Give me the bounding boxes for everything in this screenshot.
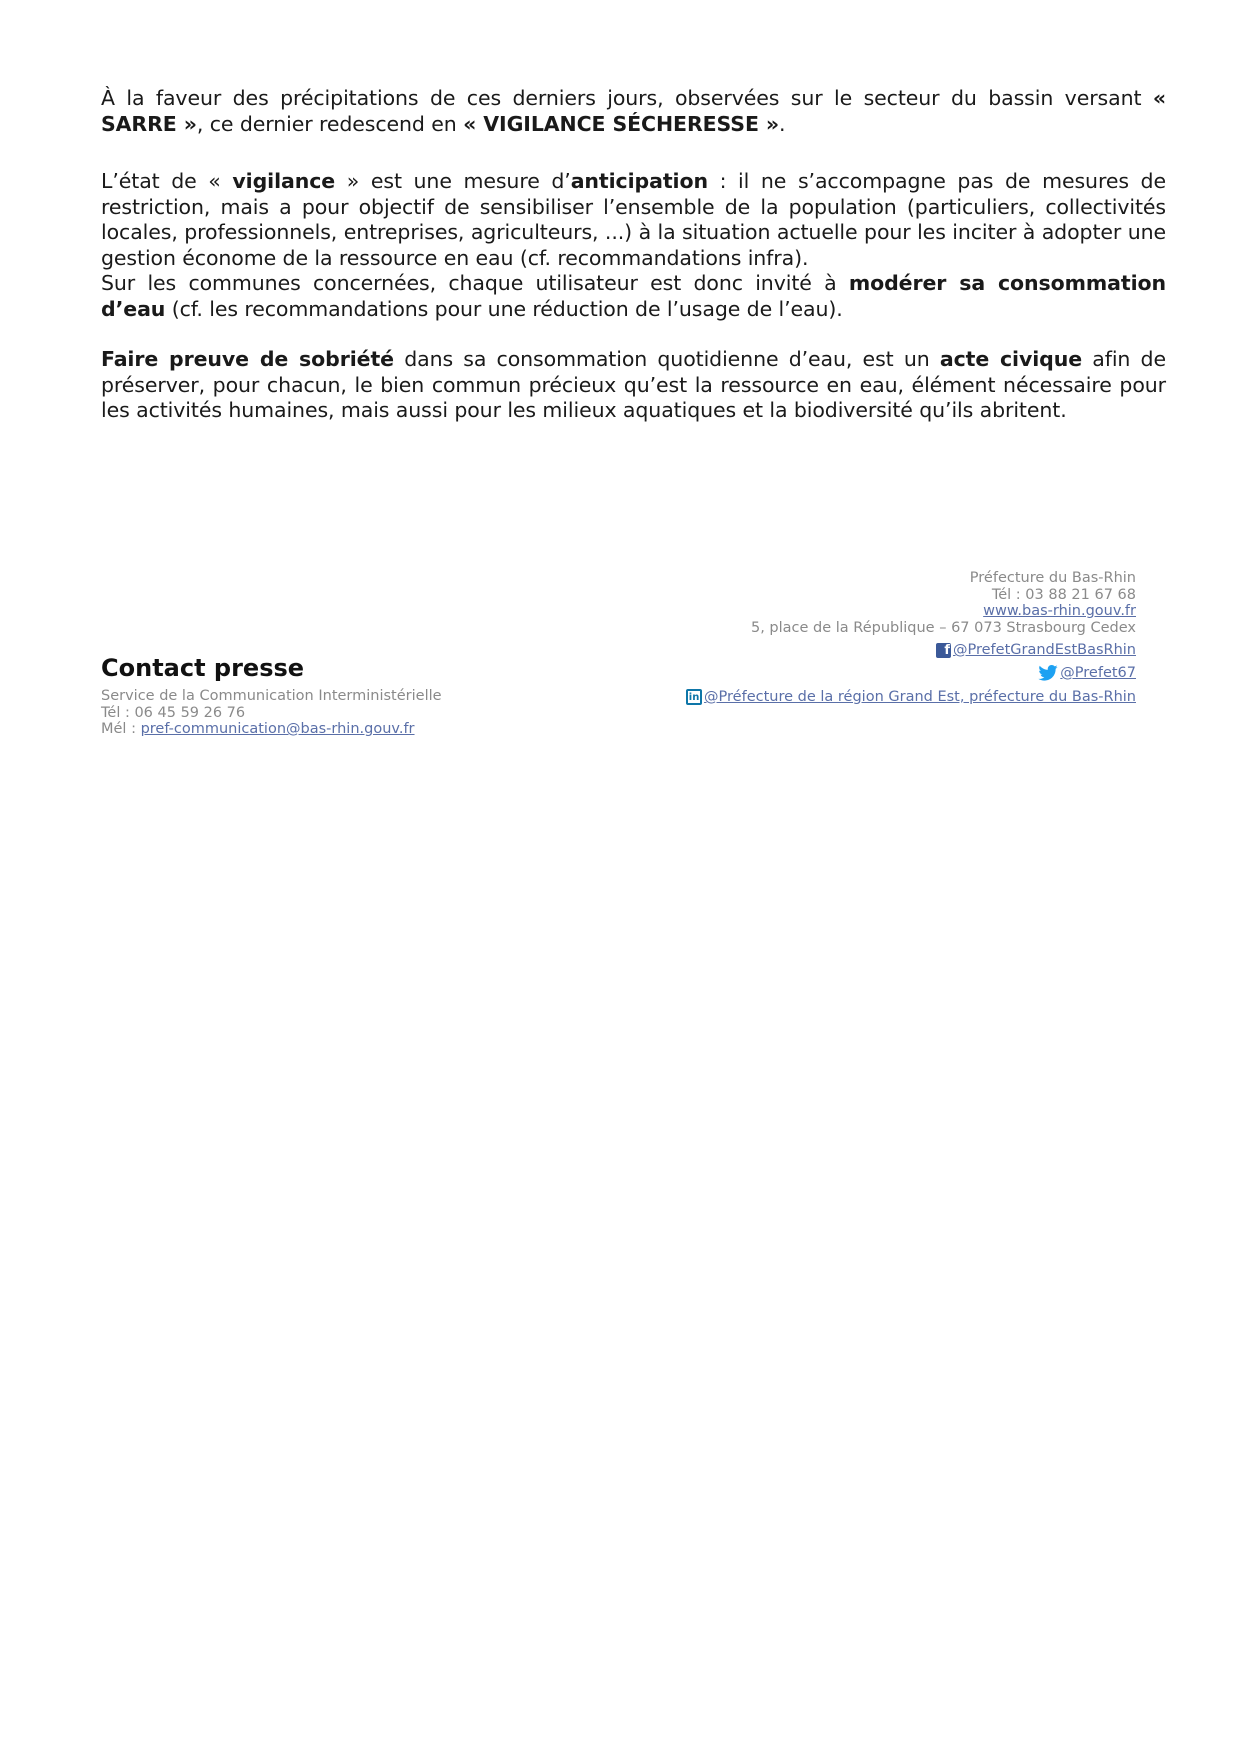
p2-text-4: Sur les communes concernées, chaque utilisateur est donc invité à — [101, 271, 849, 295]
linkedin-icon[interactable]: in — [686, 689, 702, 705]
prefecture-address: 5, place de la République – 67 073 Strasbourg Cedex — [750, 619, 1136, 636]
prefecture-name: Préfecture du Bas-Rhin — [969, 570, 1136, 586]
social-twitter — [1038, 665, 1136, 681]
twitter-link[interactable]: @Prefet67 — [1060, 665, 1136, 681]
p2-text-3: : il ne s’accompagne pas de mesures de restriction, mais a pour objectif de sensibiliser l’ensemble de la population (particuliers, collectivités locales, professionnels, entreprises, agriculteurs, ...) à la situation actuelle pour les inciter à adopter une gestion économe de la ressource en eau (cf. recommandations infra). — [101, 169, 1166, 270]
p2-bold-anticipation: anticipation — [570, 169, 708, 193]
p3-text-1: dans sa consommation quotidienne d’eau, est un — [393, 347, 940, 371]
prefecture-website-link[interactable]: www.bas-rhin.gouv.fr — [983, 603, 1136, 619]
linkedin-link[interactable]: @Préfecture de la région Grand Est, préfecture du Bas-Rhin — [704, 689, 1136, 705]
p1-bold-vigilance: « VIGILANCE SÉCHERESSE » — [463, 111, 780, 136]
paragraph-vigilance-sarre — [101, 86, 1166, 137]
social-facebook — [936, 642, 1136, 658]
twitter-icon[interactable] — [1038, 665, 1058, 681]
p2-bold-moderer: modérer sa consommation d’eau — [101, 271, 1166, 321]
contact-email-row — [101, 721, 442, 738]
prefecture-phone: Tél : 03 88 21 67 68 — [991, 586, 1136, 603]
paragraph-vigilance-definition — [101, 169, 1166, 322]
contact-email-label: Mél : — [101, 721, 141, 737]
paragraph-sobriete — [101, 347, 1166, 424]
p2-text-5: (cf. les recommandations pour une réduction de l’usage de l’eau). — [165, 296, 843, 321]
p2-bold-vigilance: vigilance — [232, 169, 336, 193]
p3-text-2: afin de préserver, pour chacun, le bien commun précieux qu’est la ressource en eau, élément nécessaire pour les activités humaines, mais aussi pour les milieux aquatiques et la biodiversité qu’ils abritent. — [101, 347, 1166, 422]
contact-details — [101, 688, 442, 738]
p2-text-1: L’état de « — [101, 169, 233, 193]
p1-text-1: À la faveur des précipitations de ces derniers jours, observées sur le secteur du bassin versant — [101, 86, 1153, 110]
facebook-link[interactable]: @PrefetGrandEstBasRhin — [952, 642, 1136, 658]
social-linkedin — [686, 689, 1136, 705]
p1-text-3: . — [779, 111, 786, 136]
p1-text-2: , ce dernier redescend en — [196, 111, 464, 136]
contact-phone: Tél : 06 45 59 26 76 — [101, 704, 246, 721]
prefecture-address-block — [751, 570, 1136, 636]
p1-bold-sarre: « SARRE » — [101, 86, 1166, 136]
contact-email-link[interactable]: pref-communication@bas-rhin.gouv.fr — [140, 721, 415, 737]
p3-bold-acte-civique: acte civique — [939, 347, 1083, 371]
contact-service: Service de la Communication Interministérielle — [101, 688, 442, 704]
p2-text-2: » est une mesure d’ — [335, 169, 571, 193]
contact-presse-title: Contact presse — [101, 654, 305, 682]
facebook-icon[interactable]: f — [936, 643, 951, 658]
p3-bold-sobriete: Faire preuve de sobriété — [101, 347, 394, 371]
